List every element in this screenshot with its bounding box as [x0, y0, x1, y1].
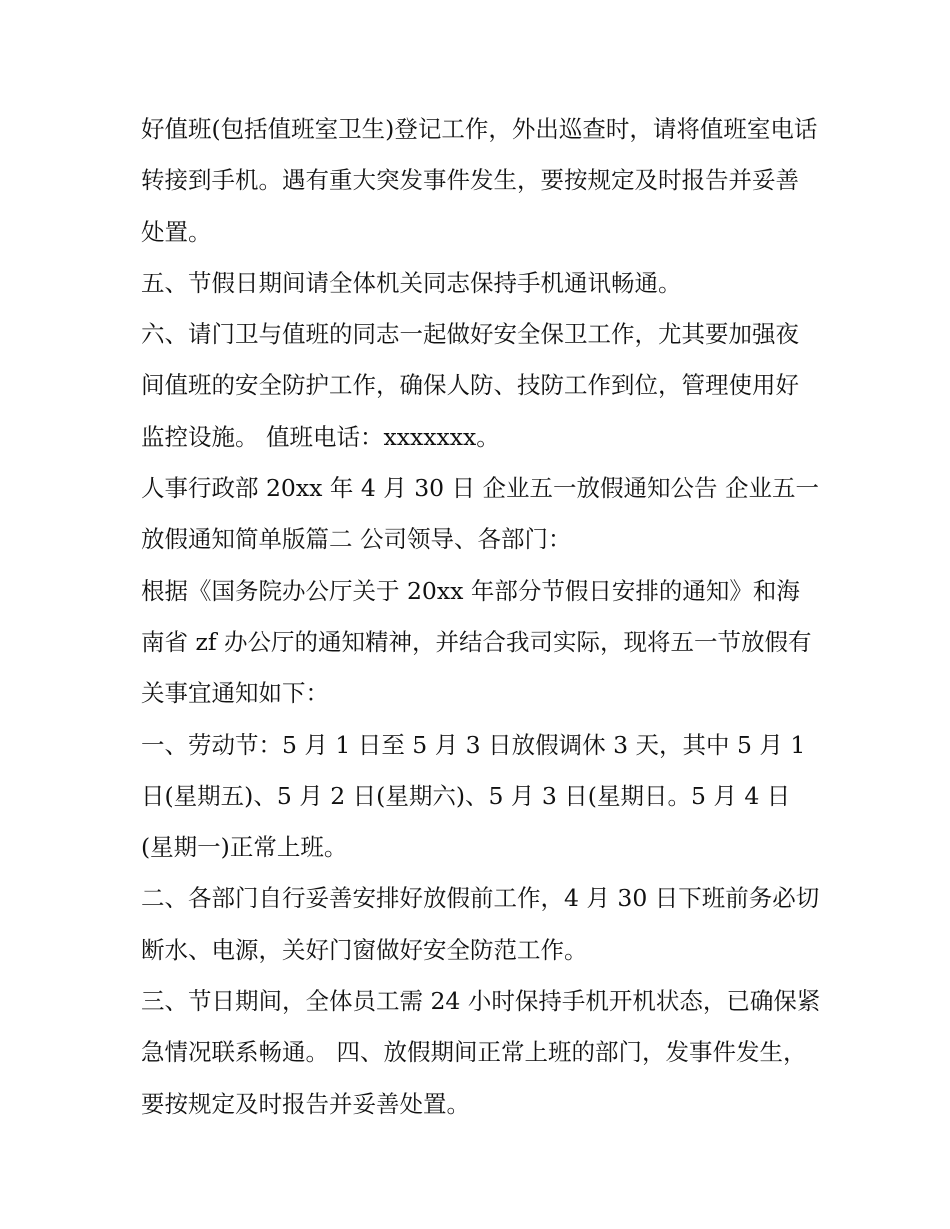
paragraph-item-two-preparation: 二、各部门自行妥善安排好放假前工作，4 月 30 日下班前务必切断水、电源，关好门窗做好安全防范工作。 — [141, 884, 820, 964]
paragraph-notice-basis: 根据《国务院办公厅关于 20xx 年部分节假日安排的通知》和海南省 zf 办公厅的通知精神，并结合我司实际，现将五一节放假有关事宜通知如下： — [141, 576, 812, 708]
paragraph-item-six-security: 六、请门卫与值班的同志一起做好安全保卫工作，尤其要加强夜间值班的安全防护工作，确保人防、技防工作到位，管理使用好监控设施。 值班电话：xxxxxxx。 — [141, 320, 799, 451]
paragraph-item-one-labor-day: 一、劳动节：5 月 1 日至 5 月 3 日放假调休 3 天，其中 5 月 1 日(星期五)、5 月 2 日(星期六)、5 月 3 日(星期日。5 月 4 日(星期一)正常上班。 — [141, 730, 813, 862]
paragraph-duty-registration: 好值班(包括值班室卫生)登记工作，外出巡查时，请将值班室电话转接到手机。遇有重大突发事件发生，要按规定及时报告并妥善处置。 — [141, 115, 818, 246]
paragraph-item-five-phones: 五、节假日期间请全体机关同志保持手机通讯畅通。 — [141, 268, 682, 297]
document-body — [141, 104, 821, 1130]
paragraph-item-three-four: 三、节日期间，全体员工需 24 小时保持手机开机状态，已确保紧急情况联系畅通。 四、放假期间正常上班的部门，发事件发生，要按规定及时报告并妥善处置。 — [141, 987, 821, 1118]
paragraph-signature-and-notice-title: 人事行政部 20xx 年 4 月 30 日 企业五一放假通知公告 企业五一放假通知简单版篇二 公司领导、各部门： — [141, 474, 820, 554]
